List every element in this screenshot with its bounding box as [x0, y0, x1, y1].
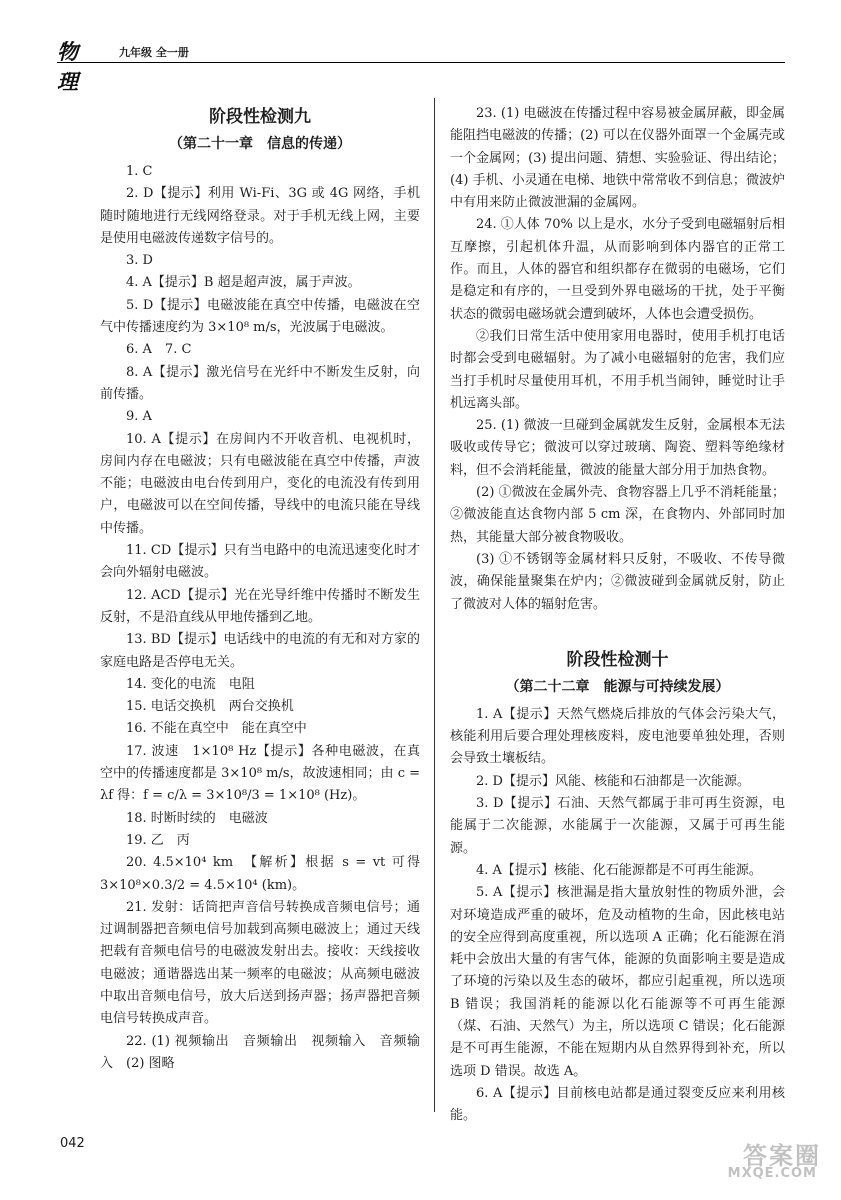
answer-item: ②我们日常生活中使用家用电器时，使用手机打电话时都会受到电磁辐射。为了减小电磁辐射的危害，我们应当打手机时尽量使用耳机，不用手机当闹钟，睡觉时让手机远离头部。 — [450, 328, 785, 411]
section-title: 阶段性检测九 — [209, 107, 311, 127]
answer-item: 6. A 7. C — [126, 342, 192, 358]
answer-item: 13. BD【提示】电话线中的电流的有无和对方家的家庭电路是否停电无关。 — [100, 632, 420, 670]
answer-item: 5. D【提示】电磁波能在真空中传播，电磁波在空气中传播速度约为 3×10⁸ m/s，光波属于电磁波。 — [100, 297, 420, 336]
answer-item: 20. 4.5×10⁴ km 【解析】根据 s = vt 可得 3×10⁸×0.3/2 = 4.5×10⁴ (km)。 — [100, 855, 420, 893]
answer-item: 6. A【提示】目前核电站都是通过裂变反应来利用核能。 — [450, 1085, 785, 1124]
answer-item: 17. 波速 1×10⁸ Hz【提示】各种电磁波，在真空中的传播速度都是 3×10⁸ m/s，故波速相同；由 c = λf 得：f = c/λ = 3×10⁸/3 = 1×10⁸ (Hz)。 — [100, 743, 420, 804]
watermark-logo — [671, 1136, 821, 1182]
subject-logo: 物理 — [57, 39, 77, 94]
answer-item: 2. D【提示】利用 Wi-Fi、3G 或 4G 网络，手机随时随地进行无线网络登录。对于手机无线上网，主要是使用电磁波传递数字信号的。 — [100, 186, 420, 246]
answer-item: 18. 时断时续的 电磁波 — [126, 810, 268, 826]
answer-item: (3) ①不锈钢等金属材料只反射，不吸收、不传导微波，确保能量聚集在炉内；②微波碰到金属就反射，防止了微波对人体的辐射危害。 — [450, 551, 785, 612]
answer-item: 10. A【提示】在房间内不开收音机、电视机时，房间内存在电磁波；只有电磁波能在真空中传播，声波不能；电磁波由电台传到用户，变化的电流没有传到用户，电磁波可以在空间传播，导线中的电流只能在导线中传播。 — [100, 431, 420, 536]
answer-item: 25. (1) 微波一旦碰到金属就发生反射，金属根本无法吸收或传导它；微波可以穿过玻璃、陶瓷、塑料等绝缘材料，但不会消耗能量，微波的能量大部分用于加热食物。 — [450, 418, 785, 478]
answer-item: 4. A【提示】核能、化石能源都是不可再生能源。 — [476, 862, 762, 878]
watermark-url: MXQE.COM — [727, 1166, 817, 1181]
answer-item: 15. 电话交换机 两台交换机 — [126, 699, 294, 715]
answer-item: (2) ①微波在金属外壳、食物容器上几乎不消耗能量；②微波能直达食物内部 5 cm 深，在食物内、外部同时加热，其能量大部分被食物吸收。 — [450, 485, 785, 545]
answer-item: 23. (1) 电磁波在传播过程中容易被金属屏蔽，即金属能阻挡电磁波的传播；(2) 可以在仪器外面罩一个金属壳或一个金属网；(3) 提出问题、猜想、实验验证、得出结论；(4) 手机、小灵通在电梯、地铁中常常收不到信息；微波炉中有用来防止微波泄漏的金属网。 — [450, 106, 785, 211]
section-subtitle: （第二十二章 能源与可持续发展） — [505, 678, 730, 695]
right-column — [450, 103, 785, 1127]
answer-item: 16. 不能在真空中 能在真空中 — [126, 721, 307, 737]
answer-item: 3. D【提示】石油、天然气都属于非可再生资源，电能属于二次能源，水能属于一次能源，又属于可再生能源。 — [450, 796, 785, 856]
answer-item: 1. A【提示】天然气燃烧后排放的气体会污染大气，核能利用后要合理处理核废料，废电池要单独处理，否则会导致土壤板结。 — [450, 706, 785, 767]
section-title: 阶段性检测十 — [566, 649, 669, 670]
answer-item: 1. C — [126, 164, 153, 179]
answer-item: 14. 变化的电流 电阻 — [126, 676, 255, 692]
column-divider — [434, 98, 435, 1112]
answer-item: 4. A【提示】B 超是超声波，属于声波。 — [126, 275, 361, 291]
answer-item: 3. D — [126, 253, 153, 269]
answer-item: 12. ACD【提示】光在光导纤维中传播时不断发生反射，不是沿直线从甲地传播到乙地。 — [100, 587, 420, 625]
left-column — [100, 103, 420, 1075]
answer-item: 9. A — [126, 409, 152, 425]
watermark-text: 答案圈 — [743, 1142, 821, 1170]
answer-item: 22. (1) 视频输出 音频输出 视频输入 音频输入 (2) 图略 — [100, 1033, 420, 1071]
answer-item: 11. CD【提示】只有当电路中的电流迅速变化时才会向外辐射电磁波。 — [100, 543, 420, 581]
header-rule — [57, 62, 785, 63]
grade-label: 九年级 全一册 — [119, 46, 189, 59]
section-subtitle: （第二十一章 信息的传递） — [169, 136, 351, 152]
page-number: 042 — [60, 1136, 85, 1151]
answer-item: 2. D【提示】风能、核能和石油都是一次能源。 — [476, 773, 750, 789]
answer-item: 21. 发射：话筒把声音信号转换成音频电信号；通过调制器把音频电信号加载到高频电磁波上；通过天线把载有音频电信号的电磁波发射出去。接收：天线接收电磁波；通谐器选出某一频率的电磁波；从高频电磁波中取出音频电信号，放大后送到扬声器；扬声器把音频电信号转换成声音。 — [100, 899, 420, 1027]
section-spacer — [450, 616, 785, 646]
answer-item: 19. 乙 丙 — [126, 832, 190, 848]
answer-item: 24. ①人体 70% 以上是水，水分子受到电磁辐射后相互摩擦，引起机体升温，从而影响到体内器官的正常工作。而且，人体的器官和组织都存在微弱的电磁场，它们是稳定和有序的，一旦受到外界电磁场的干扰，处于平衡状态的微弱电磁场就会遭到破坏，人体也会遭受损伤。 — [450, 217, 785, 322]
answer-item: 8. A【提示】激光信号在光纤中不断发生反射，向前传播。 — [100, 364, 420, 402]
answer-item: 5. A【提示】核泄漏是指大量放射性的物质外泄，会对环境造成严重的破坏，危及动植物的生命，因此核电站的安全应得到高度重视，所以选项 A 正确；化石能源在消耗中会放出大量的有害气体，能源的负面影响主要是造成了环境的污染以及生态的破坏，都应引起重视，所以选项 B 错误；我国消耗的能源以化石能源等不可再生能源（煤、石油、天然气）为主，所以选项 C 错误；化石能源是不可再生能源，不能在短期内从自然界得到补充，所以选项 D 错误。故选 A。 — [450, 885, 785, 1079]
